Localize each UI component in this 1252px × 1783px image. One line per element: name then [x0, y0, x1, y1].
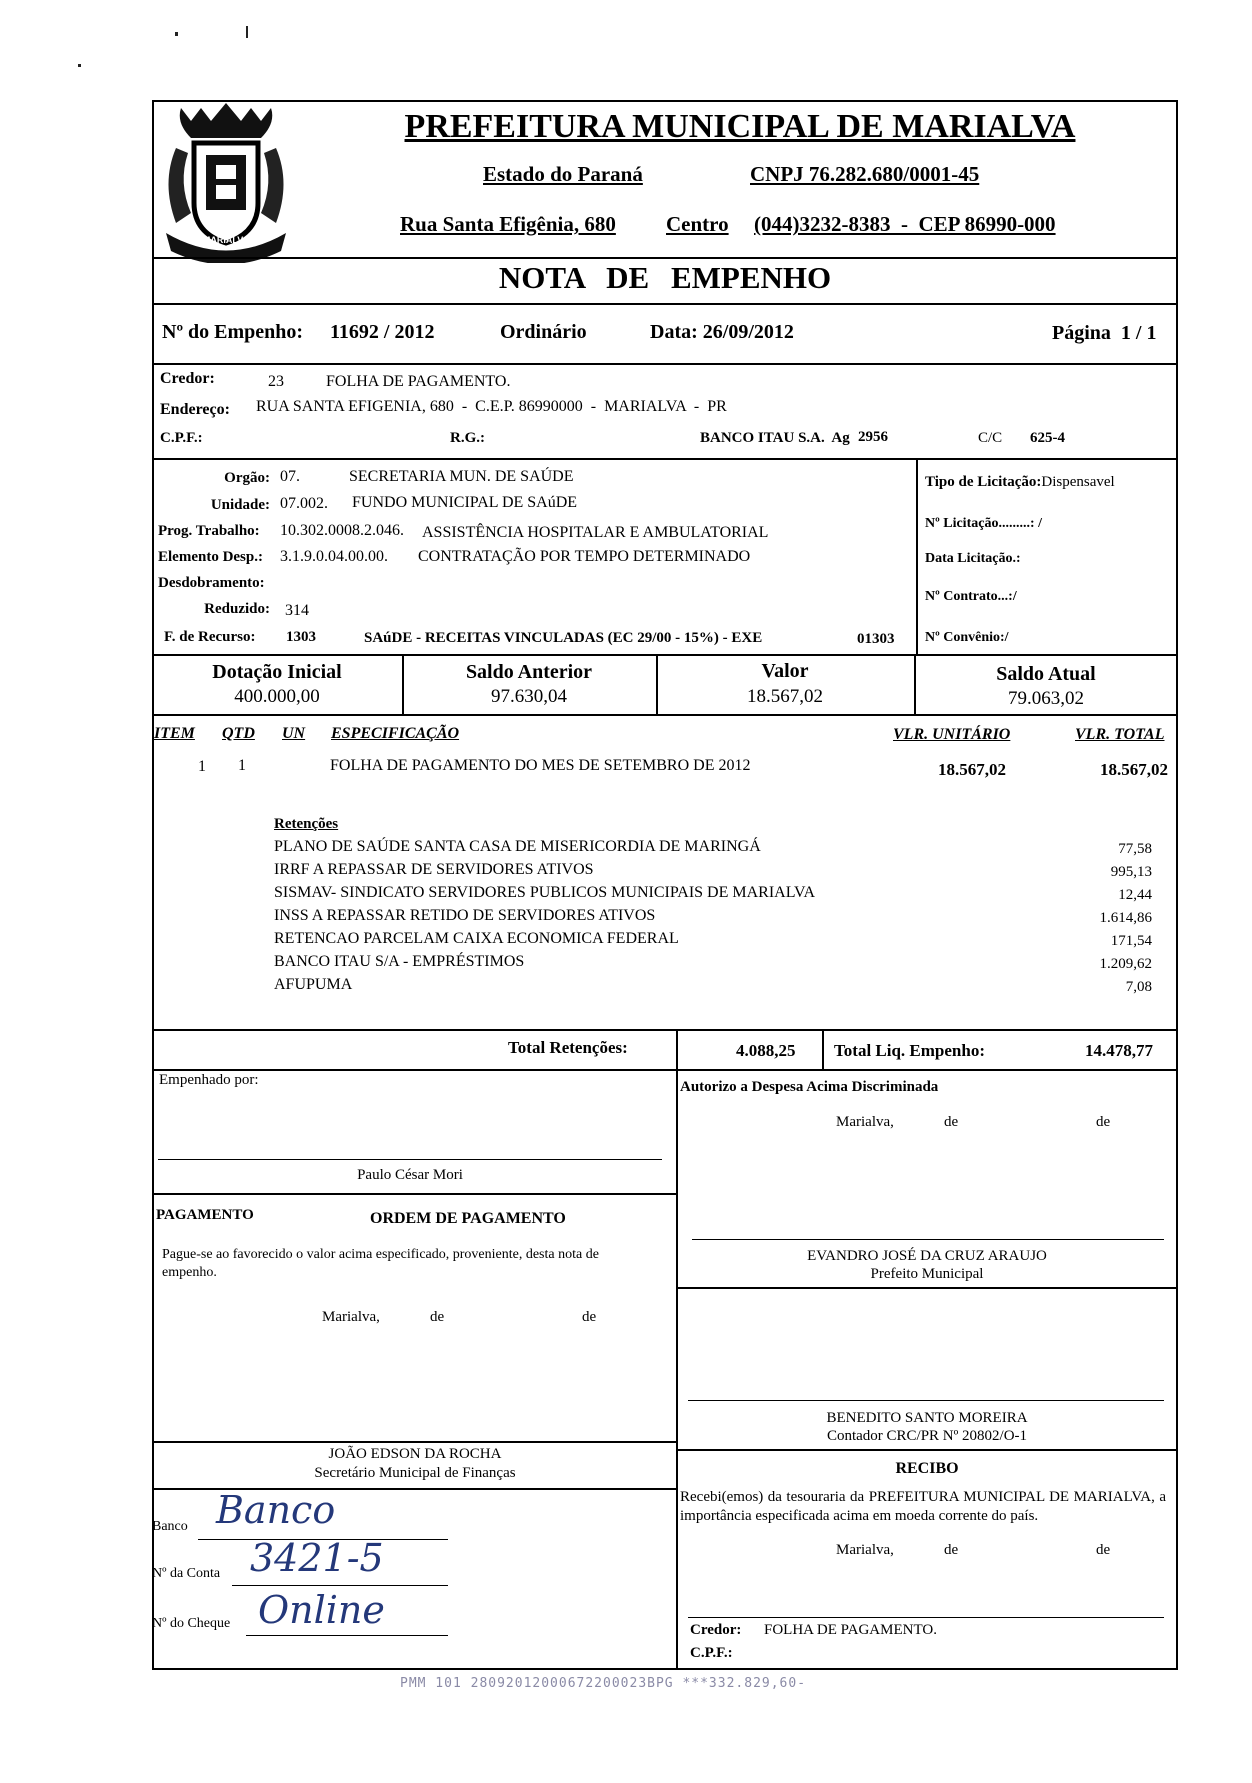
signature-line	[232, 1585, 448, 1586]
col-vlr-total: VLR. TOTAL	[1075, 726, 1165, 743]
divider	[676, 1287, 1178, 1289]
reduzido-value: 314	[285, 602, 309, 619]
col-un: UN	[282, 725, 306, 742]
item-vlr-unitario: 18.567,02	[938, 760, 1006, 779]
empenho-date: Data: 26/09/2012	[650, 321, 794, 343]
recurso-code: 1303	[286, 629, 316, 645]
pagamento-de-2: de	[582, 1309, 597, 1325]
empenho-number: 11692 / 2012	[330, 321, 435, 343]
signature-line	[152, 1441, 678, 1443]
prefeito-name: EVANDRO JOSÉ DA CRUZ ARAUJO	[807, 1248, 1047, 1264]
bank-name: BANCO ITAU S.A. Ag	[700, 430, 850, 446]
total-retencoes-value: 4.088,25	[736, 1041, 796, 1060]
divider	[152, 303, 1178, 305]
secretario-role: Secretário Municipal de Finanças	[314, 1465, 516, 1481]
doc-title: NOTA DE EMPENHO	[498, 260, 832, 295]
licitacao-type-label	[925, 474, 1115, 491]
orgao-label: Orgão:	[224, 470, 270, 486]
saldo-anterior-label: Saldo Anterior	[465, 661, 593, 683]
endereco-value: RUA SANTA EFIGENIA, 680 - C.E.P. 86990000 - MARIALVA - PR	[256, 398, 727, 415]
scan-mark	[246, 26, 248, 38]
empenhado-label: Empenhado por:	[159, 1072, 259, 1088]
unidade-label: Unidade:	[210, 497, 270, 513]
retencao-desc: SISMAV- SINDICATO SERVIDORES PUBLICOS MUNICIPAIS DE MARIALVA	[274, 884, 816, 901]
convenio-number: Nº Convênio:/	[925, 630, 1009, 645]
total-liquido-value: 14.478,77	[1085, 1041, 1153, 1060]
retencao-desc: AFUPUMA	[274, 976, 353, 993]
divider	[152, 458, 1178, 460]
signature-line	[246, 1635, 448, 1636]
cheque-label: Nº do Cheque	[152, 1616, 231, 1631]
retencao-value: 7,08	[1125, 979, 1152, 995]
retencao-desc: BANCO ITAU S/A - EMPRÉSTIMOS	[274, 953, 525, 970]
divider	[152, 1069, 1178, 1071]
cc-value: 625-4	[1030, 430, 1065, 446]
licitacao-date: Data Licitação.:	[925, 551, 1021, 566]
recibo-cpf-label: C.P.F.:	[690, 1645, 733, 1661]
dotacao-value: 400.000,00	[234, 686, 320, 707]
divider	[152, 714, 1178, 716]
orgao-name: SECRETARIA MUN. DE SAÚDE	[349, 468, 574, 485]
item-number: 1	[198, 758, 206, 775]
crest-banner-text: MARIALVA	[202, 235, 250, 245]
bank-stamp: PMM 101 28092012000672200023BPG ***332.829,60-	[400, 1676, 807, 1691]
autorizo-de: de	[944, 1114, 959, 1130]
prog-label: Prog. Trabalho:	[158, 523, 260, 539]
divider	[152, 654, 1178, 656]
retencao-value: 171,54	[1110, 933, 1152, 949]
divider	[916, 458, 918, 654]
reduzido-label: Reduzido:	[204, 601, 270, 617]
recurso-label: F. de Recurso:	[164, 629, 256, 645]
cc-label: C/C	[978, 430, 1003, 446]
recibo-credor-label: Credor:	[690, 1622, 742, 1638]
item-qtd: 1	[238, 757, 246, 774]
secretario-name: JOÃO EDSON DA ROCHA	[328, 1446, 502, 1462]
retencao-desc: INSS A REPASSAR RETIDO DE SERVIDORES ATIVOS	[274, 907, 656, 924]
pagamento-place: Marialva,	[322, 1309, 380, 1325]
prefeito-role: Prefeito Municipal	[870, 1266, 984, 1282]
divider	[676, 1029, 678, 1069]
conta-handwriting: 3421-5	[250, 1536, 384, 1580]
recurso-name: SAúDE - RECEITAS VINCULADAS (EC 29/00 - 15%) - EXE	[364, 630, 763, 646]
divider	[152, 1029, 1178, 1031]
valor-label: Valor	[761, 660, 809, 682]
scan-mark	[175, 32, 178, 36]
banco-label: Banco	[152, 1519, 188, 1534]
item-especificacao: FOLHA DE PAGAMENTO DO MES DE SETEMBRO DE 2012	[330, 757, 751, 774]
recibo-de: de	[944, 1542, 959, 1558]
unidade-code: 07.002.	[280, 495, 328, 512]
retencao-desc: PLANO DE SAÚDE SANTA CASA DE MISERICORDIA DE MARINGÁ	[274, 838, 761, 855]
licitacao-type-caption: Tipo de Licitação:	[925, 474, 1042, 490]
col-qtd: QTD	[222, 725, 255, 742]
signature-line	[158, 1159, 662, 1160]
contador-name: BENEDITO SANTO MOREIRA	[826, 1410, 1028, 1426]
col-item: ITEM	[154, 725, 195, 742]
licitacao-number: Nº Licitação.........: /	[925, 516, 1042, 531]
autorizo-de-2: de	[1096, 1114, 1111, 1130]
divider	[152, 257, 1178, 259]
divider	[676, 1069, 678, 1670]
divider	[822, 1029, 824, 1069]
retencao-desc: IRRF A REPASSAR DE SERVIDORES ATIVOS	[274, 861, 594, 878]
recurso-number: 01303	[857, 631, 895, 647]
pagamento-label: PAGAMENTO	[156, 1207, 254, 1223]
retencao-value: 1.209,62	[1099, 956, 1152, 972]
address-street: Rua Santa Efigênia, 680	[400, 212, 616, 236]
recibo-text: Recebi(emos) da tesouraria da PREFEITURA MUNICIPAL DE MARIALVA, a importância especificada acima em moeda corrente do país.	[680, 1489, 1166, 1524]
saldo-atual-value: 79.063,02	[1008, 688, 1084, 709]
retencao-desc: RETENCAO PARCELAM CAIXA ECONOMICA FEDERAL	[274, 930, 679, 947]
autorizo-label: Autorizo a Despesa Acima Discriminada	[680, 1079, 939, 1095]
divider	[152, 1193, 678, 1195]
address-district: Centro	[666, 212, 729, 236]
cheque-handwriting: Online	[258, 1588, 385, 1632]
desdobramento-label: Desdobramento:	[158, 575, 265, 591]
recibo-de-2: de	[1096, 1542, 1111, 1558]
recibo-credor-value: FOLHA DE PAGAMENTO.	[764, 1622, 937, 1638]
contador-role: Contador CRC/PR Nº 20802/O-1	[826, 1428, 1028, 1444]
rg-label: R.G.:	[450, 430, 485, 446]
unidade-name: FUNDO MUNICIPAL DE SAúDE	[352, 494, 578, 511]
conta-label: Nº da Conta	[152, 1566, 221, 1581]
signature-line	[692, 1239, 1164, 1240]
recibo-place: Marialva,	[836, 1542, 894, 1558]
item-vlr-total: 18.567,02	[1100, 760, 1168, 779]
licitacao-type-value: Dispensavel	[1041, 474, 1115, 490]
empenho-number-label: Nº do Empenho:	[162, 321, 304, 343]
prog-code: 10.302.0008.2.046.	[280, 522, 404, 539]
total-retencoes-label: Total Retenções:	[508, 1038, 628, 1057]
col-especificacao: ESPECIFICAÇÃO	[331, 725, 460, 742]
empenho-type: Ordinário	[500, 321, 587, 343]
retencao-value: 995,13	[1110, 864, 1152, 880]
credor-name: FOLHA DE PAGAMENTO.	[326, 373, 511, 390]
scan-mark	[78, 64, 81, 67]
recibo-title: RECIBO	[895, 1460, 959, 1477]
elemento-label: Elemento Desp.:	[158, 549, 263, 565]
endereco-label: Endereço:	[160, 401, 230, 418]
credor-label: Credor:	[160, 370, 215, 387]
elemento-name: CONTRATAÇÃO POR TEMPO DETERMINADO	[418, 548, 751, 565]
retencoes-title: Retenções	[274, 816, 339, 832]
state-label: Estado do Paraná	[483, 162, 643, 186]
elemento-code: 3.1.9.0.04.00.00.	[280, 548, 388, 565]
cpf-label: C.P.F.:	[160, 430, 203, 446]
credor-code: 23	[268, 373, 284, 390]
cnpj-label: CNPJ 76.282.680/0001-45	[750, 162, 980, 186]
ordem-pagamento-title: ORDEM DE PAGAMENTO	[370, 1210, 566, 1227]
retencao-value: 77,58	[1118, 841, 1152, 857]
page-number: Página 1 / 1	[1052, 322, 1157, 344]
pagamento-de: de	[430, 1309, 445, 1325]
saldo-atual-label: Saldo Atual	[996, 663, 1096, 685]
divider	[152, 363, 1178, 365]
page-title: PREFEITURA MUNICIPAL DE MARIALVA	[404, 108, 1076, 145]
empenhado-name: Paulo César Mori	[357, 1167, 463, 1183]
pague-text: Pague-se ao favorecido o valor acima especificado, proveniente, desta nota de empenho.	[162, 1247, 599, 1280]
retencao-value: 12,44	[1118, 887, 1152, 903]
prog-name: ASSISTÊNCIA HOSPITALAR E AMBULATORIAL	[422, 524, 769, 541]
divider	[676, 1449, 1178, 1451]
signature-line	[688, 1400, 1164, 1401]
bank-agency: 2956	[858, 429, 888, 445]
total-liquido-label: Total Liq. Empenho:	[834, 1041, 985, 1060]
signature-line	[688, 1617, 1164, 1618]
orgao-code: 07.	[280, 468, 300, 485]
dotacao-label: Dotação Inicial	[212, 661, 342, 683]
autorizo-place: Marialva,	[836, 1114, 894, 1130]
col-vlr-unitario: VLR. UNITÁRIO	[893, 726, 1011, 743]
address-phone-cep: (044)3232-8383 - CEP 86990-000	[754, 212, 1056, 236]
banco-handwriting: Banco	[216, 1488, 336, 1532]
valor-value: 18.567,02	[747, 686, 823, 707]
retencao-value: 1.614,86	[1099, 910, 1152, 926]
crest-logo	[156, 103, 296, 263]
saldo-anterior-value: 97.630,04	[491, 686, 567, 707]
contrato-number: Nº Contrato...:/	[925, 589, 1017, 604]
